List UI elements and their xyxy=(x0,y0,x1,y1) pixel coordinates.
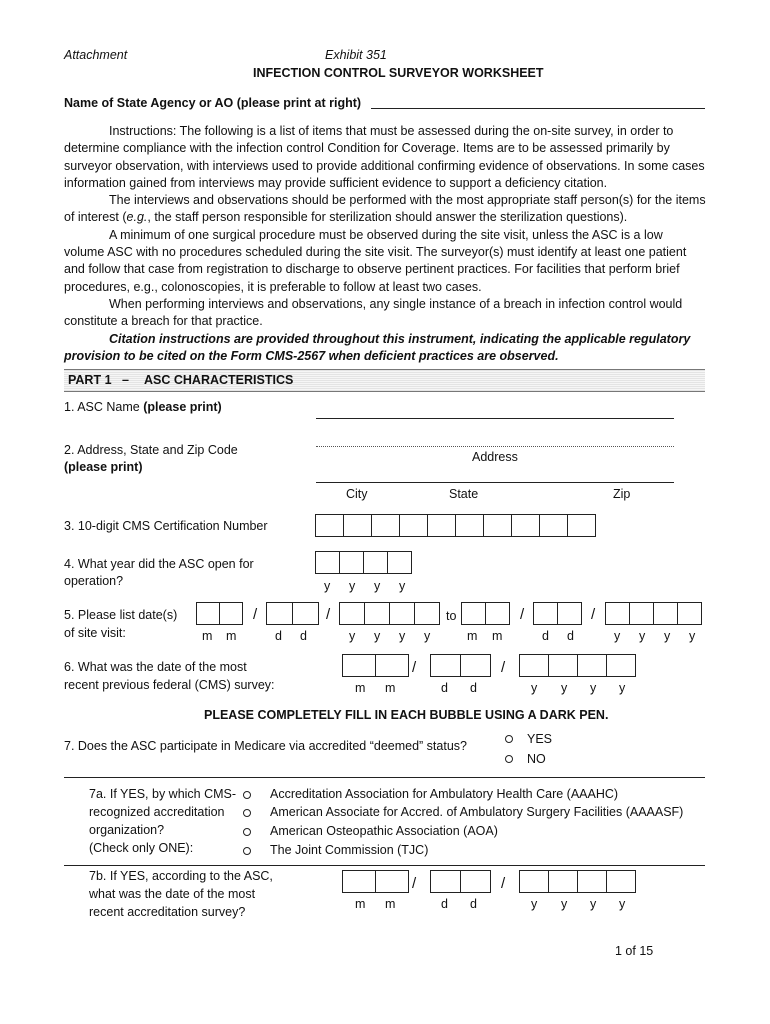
q7b-label-2: what was the date of the most xyxy=(89,887,256,901)
q7a-label-3: organization? xyxy=(89,823,165,837)
asc-name-line[interactable] xyxy=(316,418,674,419)
date-letter: m xyxy=(202,629,213,643)
tjc-option: The Joint Commission (TJC) xyxy=(270,843,429,857)
instructions-p3: A minimum of one surgical procedure must be observed during the site visit, unless the ASC is a low volume ASC with no procedures scheduled during the site visit. The surveyor(s) must identify at least one patient and follow that case from registration to discharge to observe pertinent practices. For facilities that perform brief procedures, e.g., colonoscopies, it is preferable to follow at least two cases. xyxy=(64,227,687,294)
cms-number-boxes[interactable] xyxy=(315,514,595,537)
date-letter: y xyxy=(689,629,696,643)
prev-survey-day-boxes[interactable] xyxy=(430,654,490,677)
date-letter: y xyxy=(561,681,568,695)
prev-survey-year-boxes[interactable] xyxy=(519,654,635,677)
q1-label: 1. ASC Name (please print) xyxy=(64,400,222,414)
year-letter: y xyxy=(399,579,406,593)
date-letter: y xyxy=(531,897,538,911)
instructions-p1: Instructions: The following is a list of items that must be assessed during the on-site survey, in order to determine compliance with the infection control Condition for Coverage. Items are to be assessed primarily by surveyor observation, with interviews used to provide additional confirming evidence of observations. In some cases information gained from interviews may provide sufficient evidence to support a deficiency citation. xyxy=(64,124,705,190)
q7a-label-1: 7a. If YES, by which CMS- xyxy=(89,787,237,801)
to-label: to xyxy=(446,609,457,623)
q2-label: 2. Address, State and Zip Code xyxy=(64,443,238,457)
city-state-zip-line[interactable] xyxy=(316,482,674,483)
slash: / xyxy=(520,606,525,623)
divider xyxy=(64,865,705,866)
address-caption: Address xyxy=(472,450,518,464)
date-letter: y xyxy=(619,681,626,695)
slash: / xyxy=(412,875,417,892)
visit-start-year-boxes[interactable] xyxy=(339,602,439,625)
date-letter: y xyxy=(424,629,431,643)
aaaasf-option: American Associate for Accred. of Ambulatory Surgery Facilities (AAAASF) xyxy=(270,805,684,819)
date-letter: m xyxy=(355,681,366,695)
aoa-option: American Osteopathic Association (AOA) xyxy=(270,824,498,838)
year-letter: y xyxy=(349,579,356,593)
slash: / xyxy=(326,606,331,623)
exhibit-label: Exhibit 351 xyxy=(325,48,387,62)
date-letter: d xyxy=(300,629,307,643)
page-number: 1 of 15 xyxy=(615,944,654,958)
visit-end-year-boxes[interactable] xyxy=(605,602,701,625)
q7b-label-1: 7b. If YES, according to the ASC, xyxy=(89,869,273,883)
state-caption: State xyxy=(449,487,479,501)
visit-end-month-boxes[interactable] xyxy=(461,602,509,625)
date-letter: y xyxy=(399,629,406,643)
aaaasf-bubble[interactable] xyxy=(243,809,251,817)
slash: / xyxy=(591,606,596,623)
date-letter: d xyxy=(275,629,282,643)
aaahc-bubble[interactable] xyxy=(243,791,251,799)
instructions xyxy=(64,123,706,365)
part1-header xyxy=(64,369,705,392)
q7a-label-4: (Check only ONE): xyxy=(89,841,194,855)
slash: / xyxy=(501,875,506,892)
q7-no-label: NO xyxy=(527,752,546,766)
citation-instructions: Citation instructions are provided throughout this instrument, indicating the applicable regulatory provision to be cited on the Form CMS-2567 when deficient practices are observed. xyxy=(64,331,691,363)
q3-label: 3. 10-digit CMS Certification Number xyxy=(64,519,268,533)
year-letter: y xyxy=(324,579,331,593)
date-letter: y xyxy=(664,629,671,643)
accred-year-boxes[interactable] xyxy=(519,870,635,893)
date-letter: y xyxy=(561,897,568,911)
address-line[interactable] xyxy=(316,446,674,447)
q7-label: 7. Does the ASC participate in Medicare via accredited “deemed” status? xyxy=(64,739,467,753)
prev-survey-month-boxes[interactable] xyxy=(342,654,408,677)
year-open-boxes[interactable] xyxy=(315,551,411,574)
date-letter: m xyxy=(385,681,396,695)
instructions-p4: When performing interviews and observations, any single instance of a breach in infection control would constitute a breach for that practice. xyxy=(64,296,683,329)
date-letter: m xyxy=(385,897,396,911)
part1-dash: – xyxy=(122,373,129,387)
date-letter: y xyxy=(374,629,381,643)
slash: / xyxy=(253,606,258,623)
year-letter: y xyxy=(374,579,381,593)
bubble-instruction: PLEASE COMPLETELY FILL IN EACH BUBBLE USING A DARK PEN. xyxy=(204,708,609,722)
date-letter: d xyxy=(441,897,448,911)
date-letter: y xyxy=(619,897,626,911)
q5-label-1: 5. Please list date(s) xyxy=(64,608,178,622)
page-title: INFECTION CONTROL SURVEYOR WORKSHEET xyxy=(253,66,544,80)
date-letter: d xyxy=(470,897,477,911)
tjc-bubble[interactable] xyxy=(243,847,251,855)
q6-label-2: recent previous federal (CMS) survey: xyxy=(64,678,275,692)
part1-label: PART 1 xyxy=(68,373,112,387)
q6-label-1: 6. What was the date of the most xyxy=(64,660,247,674)
q7-no-bubble[interactable] xyxy=(505,755,513,763)
q2-note: (please print) xyxy=(64,460,143,474)
q7-yes-label: YES xyxy=(527,732,553,746)
date-letter: d xyxy=(441,681,448,695)
date-letter: d xyxy=(567,629,574,643)
slash: / xyxy=(501,659,506,676)
date-letter: m xyxy=(226,629,237,643)
accred-day-boxes[interactable] xyxy=(430,870,490,893)
agency-input-line[interactable] xyxy=(371,108,705,109)
instructions-p2: The interviews and observations should be performed with the most appropriate staff person(s) for the items of interest (e.g., the staff person responsible for sterilization should answer the sterilization questions). xyxy=(64,193,706,225)
date-letter: m xyxy=(492,629,503,643)
date-letter: d xyxy=(542,629,549,643)
q4-label-1: 4. What year did the ASC open for xyxy=(64,557,254,571)
date-letter: y xyxy=(349,629,356,643)
date-letter: y xyxy=(614,629,621,643)
agency-label: Name of State Agency or AO (please print at right) xyxy=(64,96,362,110)
date-letter: d xyxy=(470,681,477,695)
aoa-bubble[interactable] xyxy=(243,828,251,836)
date-letter: y xyxy=(590,897,597,911)
q7a-label-2: recognized accreditation xyxy=(89,805,225,819)
date-letter: m xyxy=(355,897,366,911)
visit-end-day-boxes[interactable] xyxy=(533,602,581,625)
q7b-label-3: recent accreditation survey? xyxy=(89,905,246,919)
date-letter: m xyxy=(467,629,478,643)
city-caption: City xyxy=(346,487,368,501)
attachment-label: Attachment xyxy=(64,48,128,62)
slash: / xyxy=(412,659,417,676)
date-letter: y xyxy=(639,629,646,643)
part1-title: ASC CHARACTERISTICS xyxy=(144,373,294,387)
aaahc-option: Accreditation Association for Ambulatory Health Care (AAAHC) xyxy=(270,787,619,801)
q7-yes-bubble[interactable] xyxy=(505,735,513,743)
date-letter: y xyxy=(531,681,538,695)
visit-start-day-boxes[interactable] xyxy=(266,602,318,625)
q4-label-2: operation? xyxy=(64,574,124,588)
date-letter: y xyxy=(590,681,597,695)
accred-month-boxes[interactable] xyxy=(342,870,408,893)
visit-start-month-boxes[interactable] xyxy=(196,602,242,625)
q5-label-2: of site visit: xyxy=(64,626,126,640)
divider xyxy=(64,777,705,778)
zip-caption: Zip xyxy=(613,487,631,501)
